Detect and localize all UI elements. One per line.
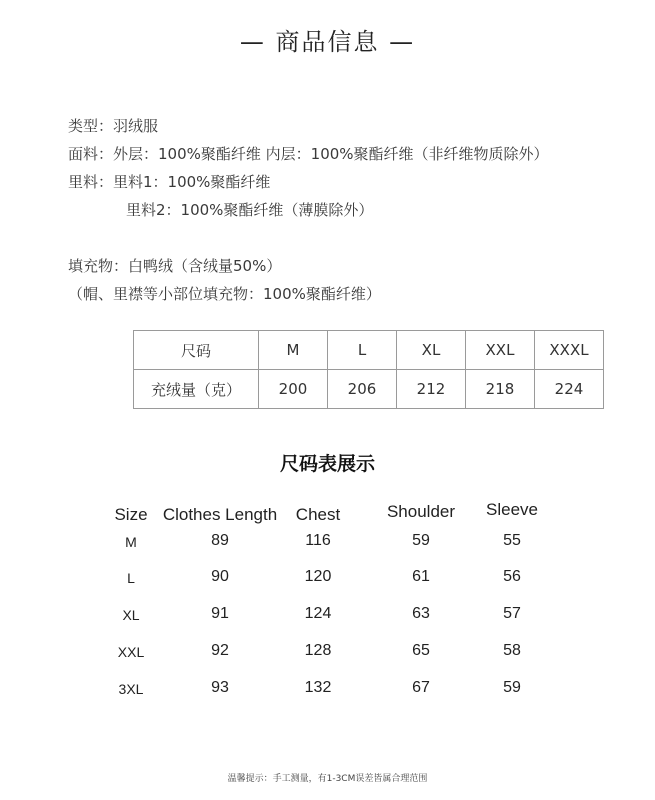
size-chart-size: XXL [117,644,145,660]
size-chart-value: 128 [304,642,332,659]
info-lining-1: 里料：里料1：100%聚酯纤维 [68,173,271,191]
size-chart-header: Shoulder [386,502,456,521]
fill-table-size: L [328,331,397,370]
size-chart-size: XL [122,607,140,623]
fill-table-size: XXXL [535,331,604,370]
size-chart-header: Clothes Length [162,505,278,524]
fill-table-amount-label: 充绒量（克） [134,370,259,409]
size-chart-size: M [125,534,137,550]
fill-table-amount: 206 [328,370,397,409]
page-title: — 商品信息 — [239,28,416,56]
size-chart-value: 91 [211,605,229,622]
fill-table-amount: 218 [466,370,535,409]
info-lining-2: 里料2：100%聚酯纤维（薄膜除外） [126,201,374,219]
fill-table-size: XXL [466,331,535,370]
size-chart-value: 120 [304,568,332,585]
fill-table-size: M [259,331,328,370]
size-chart-value: 63 [412,605,430,622]
size-chart-value: 56 [503,568,521,585]
size-chart-value: 57 [503,605,521,622]
fill-table-size: XL [397,331,466,370]
size-chart-value: 65 [412,642,430,659]
size-chart-header: Size [114,505,148,524]
size-chart-value: 89 [211,532,229,549]
fill-table-amount: 200 [259,370,328,409]
filling-main: 填充物：白鸭绒（含绒量50%） [68,257,282,275]
size-chart-value: 58 [503,642,521,659]
size-chart-value: 132 [304,679,332,696]
fill-table-size-label: 尺码 [134,331,259,370]
size-chart-value: 55 [503,532,521,549]
size-chart-title: 尺码表展示 [279,453,375,475]
fill-table-amount: 224 [535,370,604,409]
size-chart-value: 59 [503,679,521,696]
size-chart-size: 3XL [118,681,144,697]
measurement-note: 温馨提示：手工测量，有1-3CM误差皆属合理范围 [227,774,428,784]
size-chart-value: 61 [412,568,430,585]
size-chart-value: 90 [211,568,229,585]
info-type: 类型：羽绒服 [68,117,159,135]
fill-table-amount: 212 [397,370,466,409]
size-chart-value: 92 [211,642,229,659]
size-chart-value: 124 [304,605,332,622]
info-fabric: 面料：外层：100%聚酯纤维 内层：100%聚酯纤维（非纤维物质除外） [68,145,549,163]
size-chart-value: 59 [412,532,430,549]
size-chart-value: 67 [412,679,430,696]
size-chart-header: Sleeve [486,500,538,519]
size-chart-size: L [127,570,135,586]
size-chart-value: 116 [305,532,331,549]
size-chart-header: Chest [295,505,341,524]
size-chart-value: 93 [211,679,229,696]
filling-parts: （帽、里襟等小部位填充物：100%聚酯纤维） [68,285,381,303]
